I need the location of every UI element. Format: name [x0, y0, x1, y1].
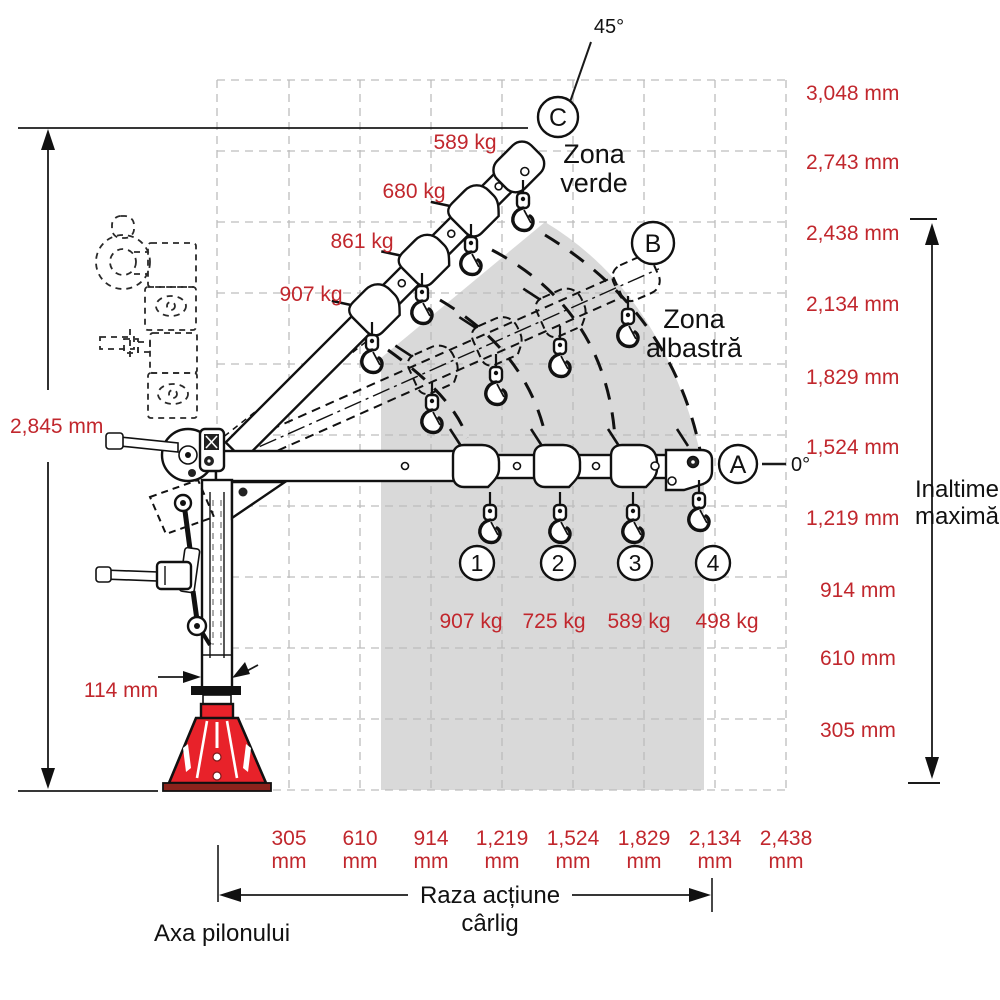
zone-albastra-line2: albastră [645, 333, 743, 363]
load-pos1: 907 kg [439, 610, 503, 633]
radius-unit: mm [271, 850, 307, 873]
height-label: 1,219 mm [806, 507, 900, 530]
load-c-680: 680 kg [382, 180, 446, 203]
height-label: 305 mm [820, 719, 896, 742]
radius-value: 1,219 [475, 827, 529, 850]
height-scale [806, 82, 899, 742]
position-c-label: C [548, 104, 568, 132]
load-pos4: 498 kg [695, 610, 759, 633]
overall-height-label: 2,845 mm [10, 415, 104, 438]
pivot-gusset [232, 482, 285, 518]
max-height-label-line1: Inaltime [914, 476, 1000, 503]
position-a-label: A [729, 451, 747, 479]
winch-option-1 [96, 216, 196, 330]
height-label: 1,829 mm [806, 366, 900, 389]
radius-unit: mm [413, 850, 449, 873]
radius-unit: mm [626, 850, 662, 873]
radius-value: 305 [271, 827, 307, 850]
height-label: 2,743 mm [806, 151, 900, 174]
height-label: 610 mm [820, 647, 896, 670]
pylon-axis-label: Axa pilonului [153, 920, 291, 947]
mast-width-label: 114 mm [83, 679, 159, 702]
radius-unit: mm [555, 850, 591, 873]
base-pedestal [163, 686, 271, 791]
radius-unit: mm [342, 850, 378, 873]
radius-value: 610 [342, 827, 378, 850]
load-c-861: 861 kg [330, 230, 394, 253]
radius-unit: mm [697, 850, 733, 873]
load-pos2: 725 kg [522, 610, 586, 633]
radius-scale [271, 827, 812, 873]
load-c-907: 907 kg [279, 283, 343, 306]
radius-unit: mm [768, 850, 804, 873]
height-label: 3,048 mm [806, 82, 900, 105]
position-1-label: 1 [470, 550, 484, 576]
height-label: 1,524 mm [806, 436, 900, 459]
radius-axis-label-line1: Raza acțiune [419, 882, 561, 909]
position-2-label: 2 [551, 550, 565, 576]
load-c-589: 589 kg [433, 131, 497, 154]
radius-unit: mm [484, 850, 520, 873]
height-label: 2,134 mm [806, 293, 900, 316]
position-3-label: 3 [628, 550, 642, 576]
radius-value: 1,829 [617, 827, 671, 850]
zone-verde-line1: Zona [563, 139, 625, 169]
angle-45-leader [570, 42, 591, 102]
zone-albastra-line1: Zona [663, 304, 725, 334]
height-label: 2,438 mm [806, 222, 900, 245]
overall-height-dimension [41, 129, 55, 789]
load-pos3: 589 kg [607, 610, 671, 633]
radius-value: 2,438 [759, 827, 813, 850]
angle-45-label: 45° [593, 16, 625, 38]
position-4-label: 4 [706, 550, 720, 576]
max-height-label-line2: maximă [914, 503, 1000, 530]
removable-handle [104, 570, 158, 581]
height-label: 914 mm [820, 579, 896, 602]
radius-value: 1,524 [546, 827, 600, 850]
radius-value: 914 [413, 827, 449, 850]
position-b-label: B [644, 230, 662, 258]
angle-0-label: 0° [791, 454, 811, 476]
radius-value: 2,134 [688, 827, 742, 850]
zone-verde-line2: verde [560, 168, 628, 198]
winch-option-2 [100, 329, 197, 418]
radius-axis-label-line2: cârlig [461, 910, 519, 937]
